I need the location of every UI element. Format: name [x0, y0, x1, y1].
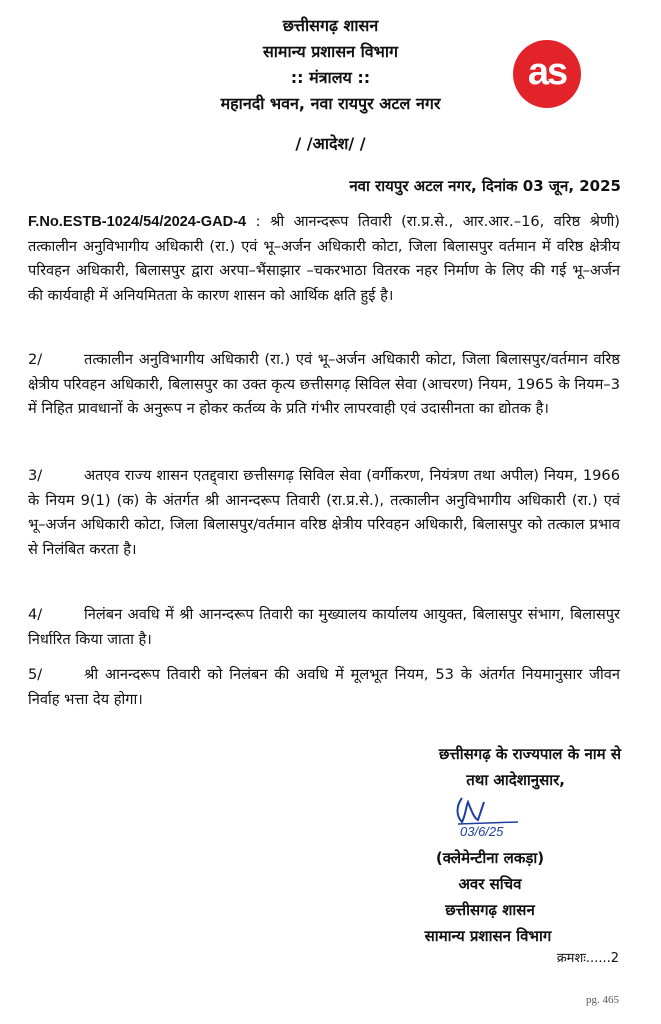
paragraph-4-text: निलंबन अवधि में श्री आनन्दरूप तिवारी का मुख्यालय कार्यालय आयुक्त, बिलासपुर संभाग, बिलासपुर निर्धारित किया जाता है। [28, 606, 620, 648]
file-number: F.No.ESTB-1024/54/2024-GAD-4 [28, 214, 247, 230]
signatory-name: (क्लेमेन्टीना लकड़ा) [435, 849, 545, 867]
handwritten-signature [448, 792, 548, 842]
header-state: छत्तीसगढ़ शासन [282, 16, 379, 35]
continued-note: क्रमशः......2 [556, 951, 619, 966]
paragraph-5-number: 5/ [28, 666, 43, 683]
paragraph-1-text: : श्री आनन्दरूप तिवारी (रा.प्र.से., आर.आर.–16, वरिष्ठ श्रेणी) तत्कालीन अनुविभागीय अधिकारी (रा.) एवं भू–अर्जन अधिकारी कोटा, जिला बिलासपुर वर्तमान में वरिष्ठ क्षेत्रीय परिवहन अधिकारी, बिलासपुर द्वारा अरपा–भैंसाझार –चकरभाठा वितरक नहर निर्माण के लिए की गई भू–अर्जन की कार्यवाही में अनियमितता के कारण शासन को आर्थिक क्षति हुई है। [28, 213, 620, 304]
paragraph-4-number: 4/ [28, 606, 43, 623]
header-ministry: :: मंत्रालय :: [290, 68, 371, 87]
signature-authority-line1: छत्तीसगढ़ के राज्यपाल के नाम से [438, 745, 621, 763]
handwritten-date: 03/6/25 [460, 824, 504, 839]
signature-authority-line2: तथा आदेशानुसार, [466, 771, 565, 789]
header-address: महानदी भवन, नवा रायपुर अटल नगर [220, 94, 441, 113]
paragraph-2-number: 2/ [28, 351, 43, 368]
order-title: / /आदेश/ / [295, 134, 366, 153]
date-line: नवा रायपुर अटल नगर, दिनांक 03 जून, 2025 [349, 177, 621, 195]
paragraph-3 [28, 464, 620, 562]
paragraph-2 [28, 348, 620, 422]
header-department: सामान्य प्रशासन विभाग [262, 42, 399, 61]
signatory-government: छत्तीसगढ़ शासन [445, 901, 535, 919]
page-number: pg. 465 [586, 994, 619, 1006]
paragraph-1 [28, 210, 620, 308]
signatory-designation: अवर सचिव [458, 875, 522, 893]
paragraph-3-number: 3/ [28, 467, 43, 484]
paragraph-2-text: तत्कालीन अनुविभागीय अधिकारी (रा.) एवं भू–अर्जन अधिकारी कोटा, जिला बिलासपुर/वर्तमान वरिष्ठ क्षेत्रीय परिवहन अधिकारी, बिलासपुर का उक्त कृत्य छत्तीसगढ़ सिविल सेवा (आचरण) नियम, 1965 के नियम–3 में निहित प्रावधानों के अनुरूप न होकर कर्तव्य के प्रति गंभीर लापरवाही एवं उदासीनता का द्योतक है। [28, 351, 620, 417]
signatory-department: सामान्य प्रशासन विभाग [424, 927, 552, 945]
paragraph-4 [28, 603, 620, 652]
paragraph-3-text: अतएव राज्य शासन एतद्द्वारा छत्तीसगढ़ सिविल सेवा (वर्गीकरण, नियंत्रण तथा अपील) नियम, 1966 के नियम 9(1) (क) के अंतर्गत श्री आनन्दरूप तिवारी (रा.प्र.से.), तत्कालीन अनुविभागीय अधिकारी (रा.) एवं भू–अर्जन अधिकारी कोटा, जिला बिलासपुर/वर्तमान वरिष्ठ क्षेत्रीय परिवहन अधिकारी, बिलासपुर को तत्काल प्रभाव से निलंबित करता है। [28, 467, 620, 558]
logo-icon: as [513, 40, 581, 108]
paragraph-5 [28, 663, 620, 712]
paragraph-5-text: श्री आनन्दरूप तिवारी को निलंबन की अवधि में मूलभूत नियम, 53 के अंतर्गत नियमानुसार जीवन निर्वाह भत्ता देय होगा। [28, 666, 620, 708]
